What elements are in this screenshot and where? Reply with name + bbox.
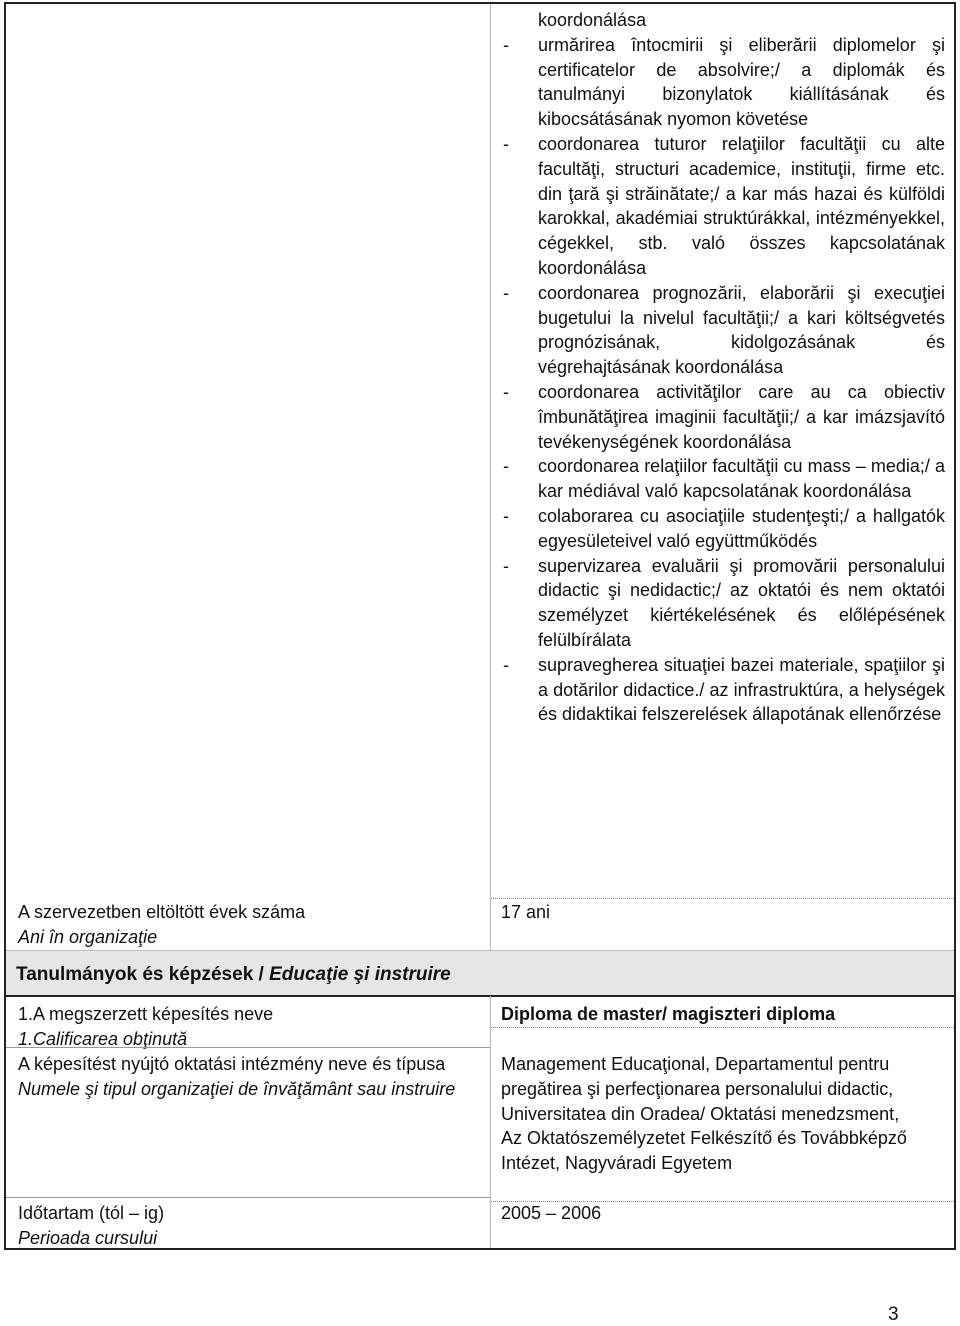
duty-item bbox=[503, 504, 945, 554]
dash-bullet: - bbox=[503, 505, 509, 526]
duty-text: coordonarea tuturor relaţiilor facultăţii cu alte facultăţi, structuri academice, instituţii, firme etc. din ţară şi străinătate;/ a kar más hazai és külföldi karokkal, akadémiai struktúrákkal, intézményekkel, cégekkel, stb. való összes kapcsolatának koordonálása bbox=[538, 133, 945, 278]
institution-value: Management Educaţional, Departamentul pentru pregătirea şi perfecţionarea personalului didactic, Universitatea din Oradea/ Oktatási menedzsment, Az Oktatószemélyzetet Felkészítő és Továbbképző Intézet, Nagyváradi Egyetem bbox=[501, 1054, 907, 1174]
duty-text: coordonarea prognozării, elaborării şi execuţiei bugetului la nivelul facultăţii;/ a kari költségvetés prognózisának, kidolgozásának és végrehajtásának koordonálása bbox=[538, 282, 945, 378]
duty-text: urmărirea întocmirii şi eliberării diplomelor şi certificatelor de absolvire;/ a diplomák és tanulmányi bizonylatok kiállításának és kibocsátásának nyomon követése bbox=[538, 34, 945, 130]
section-title: Tanulmányok és képzések / Educaţie şi instruire bbox=[16, 964, 451, 985]
dash-bullet: - bbox=[503, 282, 509, 303]
duty-item bbox=[503, 380, 945, 454]
duty-text: supravegherea situaţiei bazei materiale, spaţiilor şi a dotărilor didactice./ az infrastruktúra, a helységek és didaktikai felszerelések állapotának ellenőrzése bbox=[538, 654, 945, 725]
page-number: 3 bbox=[888, 1304, 899, 1325]
row-divider bbox=[6, 1047, 490, 1048]
divider bbox=[491, 898, 954, 899]
institution-label: A képesítést nyújtó oktatási intézmény neve és típusa Numele şi tipul organizaţiei de învăţământ sau instruire bbox=[18, 1054, 456, 1099]
qualification-value: Diploma de master/ magiszteri diploma bbox=[501, 1004, 836, 1024]
duty-item bbox=[503, 281, 945, 380]
duty-item bbox=[503, 454, 945, 504]
cv-table bbox=[4, 2, 956, 1250]
dash-bullet: - bbox=[503, 133, 509, 154]
left-column bbox=[6, 4, 491, 950]
education-section-header bbox=[6, 950, 954, 997]
duty-item bbox=[503, 653, 945, 727]
row-divider-dotted bbox=[491, 1027, 954, 1028]
dash-bullet: - bbox=[503, 381, 509, 402]
duty-text: supervizarea evaluării şi promovării personalului didactic şi nedidactic;/ az oktatói és nem oktatói személyzet kiértékelésének és előlépésének felülbírálata bbox=[538, 555, 945, 650]
right-column bbox=[491, 4, 954, 950]
duty-item bbox=[503, 554, 945, 653]
years-label: A szervezetben eltöltött évek száma Ani în organizaţie bbox=[18, 902, 306, 947]
duty-item bbox=[503, 132, 945, 281]
duty-text: colaborarea cu asociaţiile studenţeşti;/ a hallgatók egyesületeivel való együttműködés bbox=[538, 505, 945, 551]
duty-item bbox=[503, 33, 945, 132]
qualification-label: 1.A megszerzett képesítés neve 1.Calificarea obţinută bbox=[18, 1004, 274, 1049]
duty-text: coordonarea relaţiilor facultăţii cu mass – media;/ a kar médiával való kapcsolatának koordonálása bbox=[538, 456, 945, 502]
period-label: Időtartam (tól – ig) Perioada cursului bbox=[18, 1203, 165, 1248]
dash-bullet: - bbox=[503, 456, 509, 477]
dash-bullet: - bbox=[503, 34, 509, 55]
years-value: 17 ani bbox=[501, 902, 551, 922]
duty-text: koordonálása bbox=[538, 10, 647, 30]
duty-continuation bbox=[503, 8, 945, 33]
duty-text: coordonarea activităţilor care au ca obiectiv îmbunătăţirea imaginii facultăţii;/ a kar imázsjavító tevékenységének koordonálása bbox=[538, 381, 945, 452]
duties-list bbox=[503, 8, 945, 727]
period-value: 2005 – 2006 bbox=[501, 1203, 602, 1223]
row-divider bbox=[6, 1197, 490, 1198]
dash-bullet: - bbox=[503, 555, 509, 576]
dash-bullet: - bbox=[503, 654, 509, 675]
